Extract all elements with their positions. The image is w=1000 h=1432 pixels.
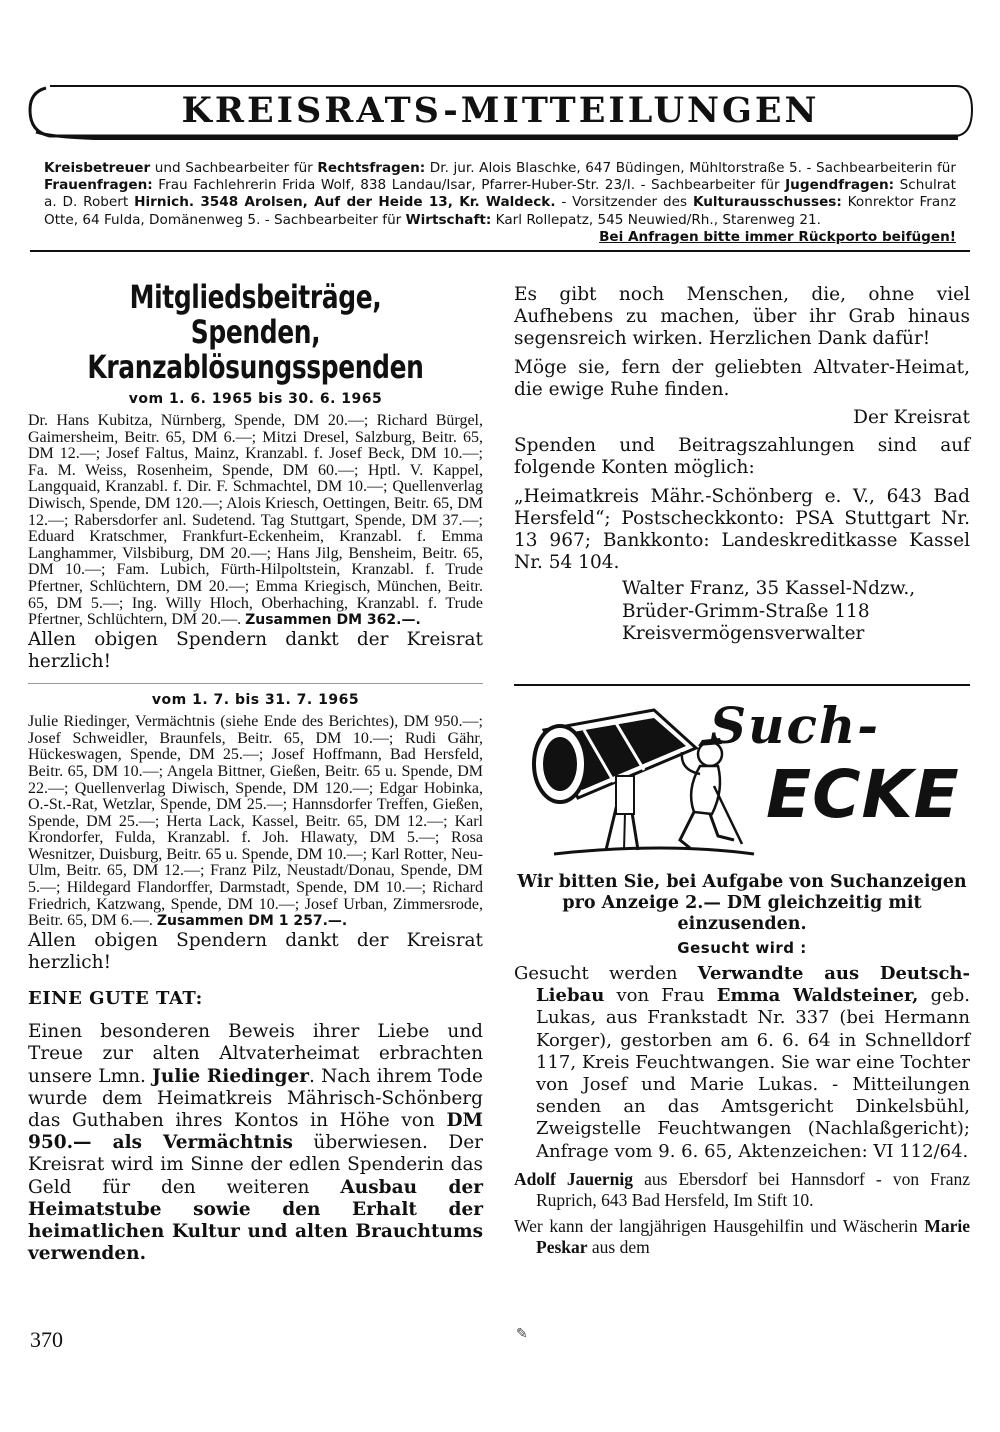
address-line-3: Kreisvermögensverwalter: [622, 622, 865, 644]
donor-list-june-text: Dr. Hans Kubitza, Nürnberg, Spende, DM 20.—; Richard Bürgel, Gaimersheim, Beitr. 65, DM 6.—; Mitzi Dresel, Salzburg, Beitr. 65, DM 12.—; Josef Faltus, Mainz, Kranzabl. f. Josef Beck, DM 10.—; Fa. M. Weiss, Rosenheim, Spende, DM 60.—; Hptl. V. Kappel, Langquaid, Kranzabl. f. Dir. F. Schmachtel, DM 10.—; Quellenverlag Diwisch, Spende, DM 120.—; Alois Kriesch, Oettingen, Beitr. 65, DM 12.—; Rabersdorfer anl. Sudetend. Tag Stuttgart, Spende, DM 37.—; Eduard Kratschmer, Frankfurt-Eckenheim, Kranzabl. f. Emma Langhammer, Vilsbiburg, DM 20.—; Hans Jilg, Bensheim, Beitr. 65, DM 10.—; Fam. Lubich, Fürth-Hilpoltstein, Kranzabl. f. Trude Pfertner, Schlüchtern, DM 20.—; Emma Kriegisch, München, Beitr. 65, DM 5.—; Ing. Willy Hloch, Oberhaching, Kranzabl. f. Trude Pfertner, Schlüchtern, DM 20.—.: [28, 412, 483, 629]
entry-highlight: Verwandte aus Deutsch-Liebau: [536, 963, 970, 1007]
contact-label: Frauenfragen:: [44, 177, 153, 194]
contact-text: Konrektor Franz Otte, 64 Fulda, Domänenweg 5. - Sachbearbeiter für: [44, 194, 956, 228]
thanks-june: Allen obigen Spendern dankt der Kreisrat herzlich!: [28, 628, 483, 672]
left-column: [28, 280, 483, 1265]
address-line-1: Walter Franz, 35 Kassel-Ndzw.,: [622, 578, 916, 600]
contact-text-bold: Hirnich. 3548 Arolsen, Auf der Heide 13, Kr. Waldeck.: [134, 194, 556, 211]
page-title: KREISRATS-MITTEILUNGEN: [181, 90, 820, 131]
good-deed-heading: EINE GUTE TAT:: [28, 988, 203, 1010]
good-deed-text-part: . Nach ihrem Tode wurde dem Heimatkreis Mährisch-Schönberg das Guthaben ihres Kontos in Höhe von: [28, 1065, 484, 1132]
search-entry-2: [514, 1169, 970, 1212]
contact-text: Karl Rollepatz, 545 Neuwied/Rh., Starenweg 21.: [491, 211, 821, 228]
good-deed-amount: DM 950.— als Vermächtnis: [28, 1110, 483, 1154]
good-deed-text: [28, 1021, 483, 1265]
wanted-heading: Gesucht wird :: [677, 939, 807, 957]
entry-text: Gesucht werden: [514, 963, 698, 984]
entry-text: geb. Lukas, aus Frankstadt Nr. 337 (bei Hermann Korger), gestorben am 6. 6. 64 in Schnelldorf 117, Kreis Feuchtwangen. Sie war eine Tochter von Josef und Marie Lukas. - Mitteilungen senden an das Amtsgericht Dinkelsbühl, Zweigstelle Feuchtwangen (Nachlaßgericht); Anfrage vom 9. 6. 65, Aktenzeichen: VI 112/64.: [536, 985, 971, 1162]
donor-list-july-text: Julie Riedinger, Vermächtnis (siehe Ende des Berichtes), DM 950.—; Josef Schweidler, Braunfels, Beitr. 65, DM 10.—; Rudi Gähr, Hückeswagen, Spende, DM 25.—; Josef Hoffmann, Bad Hersfeld, Beitr. 65, DM 10.—; Angela Bittner, Gießen, Beitr. 65 u. Spende, DM 22.—; Quellenverlag Diwisch, Spende, DM 120.—; Edgar Hobinka, O.-St.-Rat, Wetzlar, Spende, DM 25.—; Hannsdorfer Treffen, Gießen, Spende, DM 25.—; Herta Lack, Kassel, Beitr. 65, DM 12.—; Karl Krondorfer, Fulda, Kranzabl. f. Joh. Hlawaty, DM 5.—; Rosa Wesnitzer, Duisburg, Beitr. 65 u. Spende, DM 10.—; Karl Rotter, Neu-Ulm, Beitr. 65, DM 12.—; Franz Pilz, Neustadt/Donau, Spende, DM 5.—; Hildegard Flandorffer, Darmstadt, Spende, DM 10.—; Richard Friedrich, Katzwang, Spende, DM 10.—; Josef Urban, Zimmersrode, Beitr. 65, DM 6.—.: [28, 713, 483, 930]
good-deed-name: Julie Riedinger: [152, 1065, 309, 1087]
rueckporto-notice: Bei Anfragen bitte immer Rückporto beifügen!: [599, 228, 956, 245]
page-number: 370: [30, 1327, 63, 1352]
entry-highlight: Marie Peskar: [536, 1215, 970, 1258]
contact-text: und Sachbearbeiter für: [150, 160, 318, 176]
contact-label: Rechtsfragen:: [317, 160, 426, 176]
search-entry-3: [514, 1216, 970, 1259]
contact-text: Dr. jur. Alois Blaschke, 647 Büdingen, Mühltorstraße 5. -: [425, 160, 817, 176]
print-mark-icon: ✎: [516, 1326, 528, 1342]
right-paragraph-3: Spenden und Beitragszahlungen sind auf folgende Konten möglich:: [514, 435, 970, 479]
divider: [30, 250, 970, 252]
headline-line-2: Kranzablösungsspenden: [87, 348, 424, 386]
contact-text: Sachbearbeiterin für: [816, 160, 956, 176]
divider: [28, 683, 483, 684]
right-paragraph-1: Es gibt noch Menschen, die, ohne viel Aufhebens zu machen, über ihr Grab hinaus segensreich wirken. Herzlichen Dank dafür!: [514, 284, 970, 350]
thanks-july: Allen obigen Spendern dankt der Kreisrat herzlich!: [28, 929, 483, 974]
entry-text: von Frau: [604, 985, 717, 1007]
contact-label: Wirtschaft:: [405, 211, 492, 228]
headline-line-1: Mitgliedsbeiträge, Spenden,: [129, 278, 382, 351]
contact-label: Kreisbetreuer: [44, 160, 151, 176]
entry-text: aus dem: [587, 1237, 650, 1258]
period-heading-june: vom 1. 6. 1965 bis 30. 6. 1965: [128, 391, 383, 407]
total-june: Zusammen DM 362.—.: [245, 612, 421, 629]
good-deed-purpose: Ausbau der Heimatstube sowie den Erhalt der heimatlichen Kultur und alten Brauchtums verwenden.: [28, 1176, 483, 1265]
entry-highlight: Emma Waldsteiner,: [716, 985, 919, 1007]
contact-text: Vorsitzender des: [572, 194, 693, 211]
right-paragraph-2: Möge sie, fern der geliebten Altvater-Heimat, die ewige Ruhe finden.: [514, 356, 970, 400]
such-title-script: Such-: [710, 696, 881, 755]
total-july: Zusammen DM 1 257.—.: [156, 913, 348, 930]
search-notices: [514, 872, 970, 1259]
contact-label: Jugendfragen:: [785, 177, 895, 194]
contact-text: Schulrat a. D. Robert: [44, 177, 956, 211]
treasurer-address: [514, 578, 970, 645]
such-ecke-logo: [514, 690, 970, 860]
address-line-2: Brüder-Grimm-Straße 118: [622, 600, 870, 622]
search-entry-1: [514, 963, 970, 1163]
divider: [514, 684, 970, 686]
kreisrat-signature: Der Kreisrat: [853, 407, 970, 429]
ecke-title: ECKE: [766, 756, 960, 833]
contact-text: Frau Fachlehrerin Frida Wolf, 838 Landau/Isar, Pfarrer-Huber-Str. 23/I. -: [152, 177, 652, 194]
good-deed-text-part: Einen besonderen Beweis ihrer Liebe und Treue zur alten Altvaterheimat erbrachten unsere Lmn.: [28, 1021, 483, 1087]
fee-notice: Wir bitten Sie, bei Aufgabe von Suchanzeigen pro Anzeige 2.— DM gleichzeitig mit einzusenden.: [517, 872, 967, 934]
bank-accounts: „Heimatkreis Mähr.-Schönberg e. V., 643 Bad Hersfeld“; Postscheckkonto: PSA Stuttgart Nr. 13 967; Bankkonto: Landeskreditkasse Kassel Nr. 54 104.: [514, 485, 970, 574]
donor-list-june: [28, 413, 483, 629]
period-heading-july: vom 1. 7. bis 31. 7. 1965: [151, 692, 360, 709]
contacts-block: [44, 160, 956, 246]
header-banner: [28, 82, 973, 140]
entry-highlight: Adolf Jauernig: [514, 1168, 633, 1189]
entry-text: aus Ebersdorf bei Hannsdorf - von Franz Ruprich, 643 Bad Hersfeld, Im Stift 10.: [536, 1168, 970, 1211]
donor-list-july: [28, 714, 483, 930]
good-deed-text-part: überwiesen. Der Kreisrat wird im Sinne der edlen Spenderin das Geld für den weiteren: [28, 1132, 483, 1198]
contact-text: Sachbearbeiter für: [651, 177, 786, 194]
contact-text: -: [555, 194, 573, 211]
contact-label: Kulturausschusses:: [692, 194, 842, 211]
entry-text: Wer kann der langjährigen Hausgehilfin und Wäscherin: [514, 1215, 925, 1236]
right-column: [514, 284, 970, 645]
